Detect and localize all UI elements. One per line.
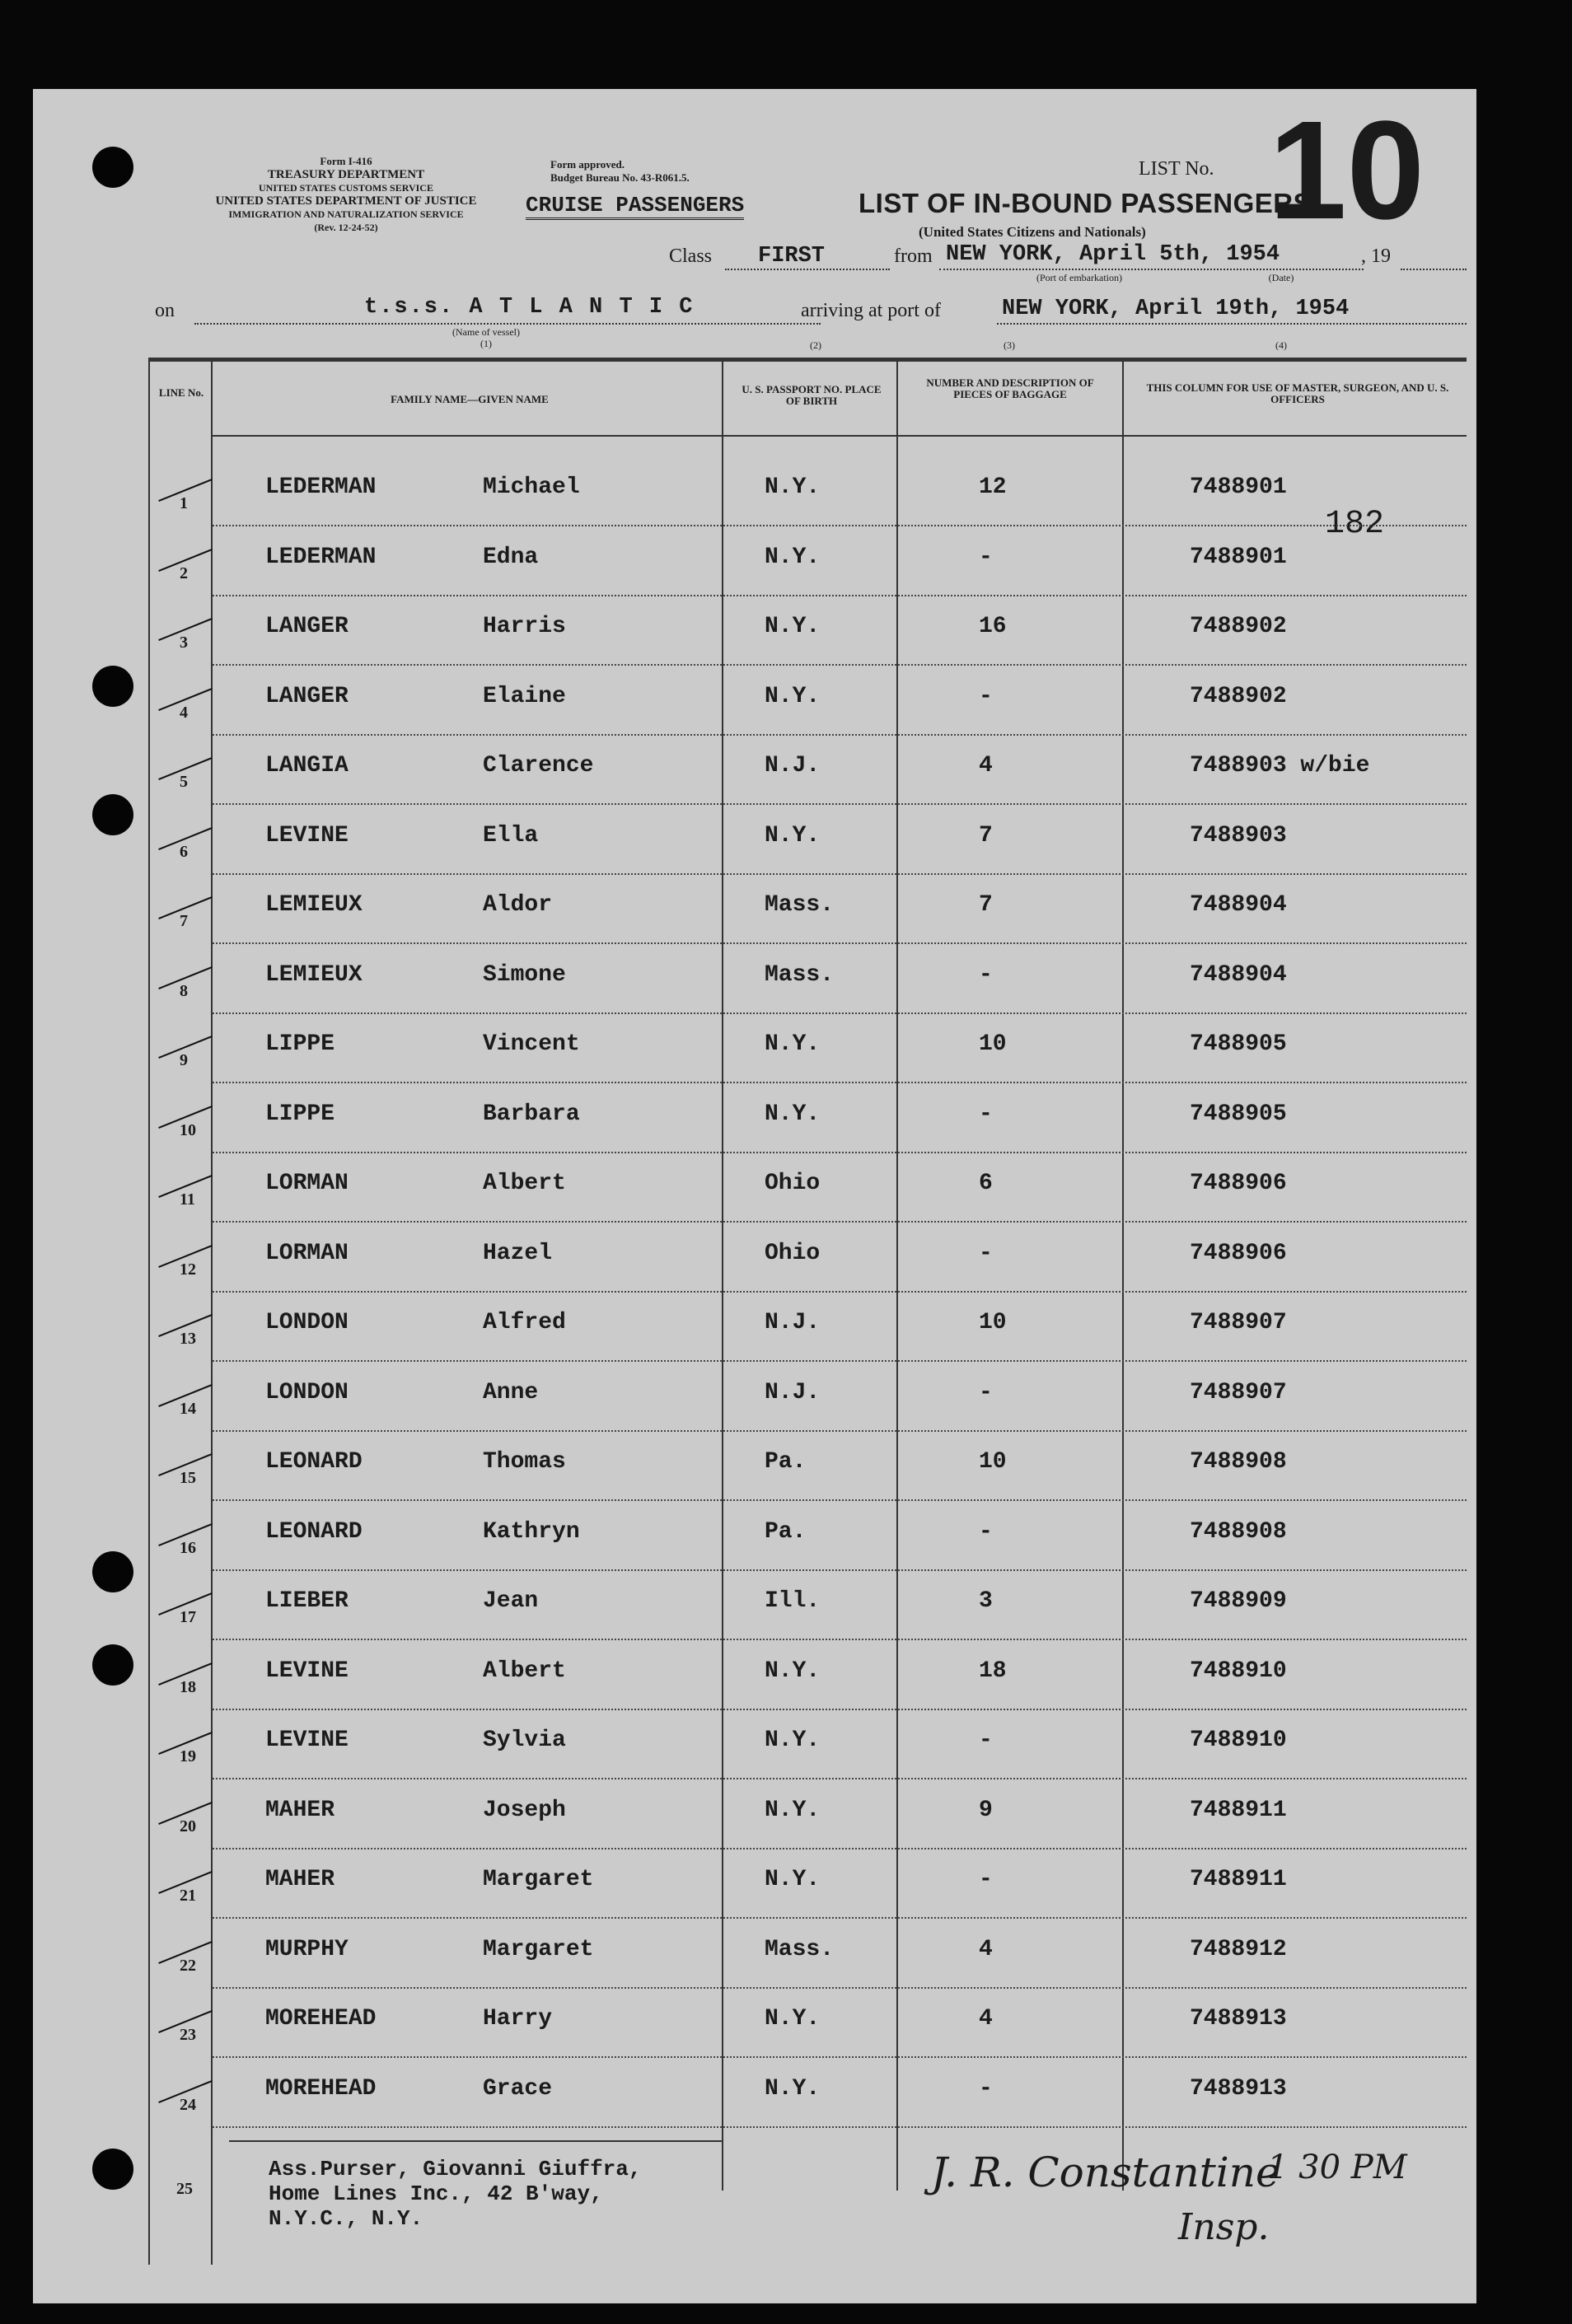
port-embarkation-caption: (Port of embarkation) — [1036, 272, 1122, 283]
from-label: from — [894, 245, 933, 267]
purser-line3: N.Y.C., N.Y. — [269, 2206, 423, 2231]
family-name: LEVINE — [265, 1658, 349, 1684]
place-of-birth: N.Y. — [765, 1101, 821, 1127]
form-number: Form I-416 — [320, 155, 372, 167]
officer-reference: 7488911 — [1190, 1797, 1287, 1823]
officer-reference: 7488907 — [1190, 1310, 1287, 1335]
family-name: LEVINE — [265, 1728, 349, 1753]
place-of-birth: Mass. — [765, 892, 835, 918]
officer-reference: 7488901 — [1190, 544, 1287, 570]
family-name: LEONARD — [265, 1449, 363, 1475]
place-of-birth: N.Y. — [765, 683, 821, 709]
col-header-line: LINE No. — [158, 386, 204, 399]
baggage-count: - — [979, 1518, 993, 1545]
given-name: Albert — [483, 1171, 566, 1196]
table-row — [33, 1988, 1467, 2058]
given-name: Thomas — [483, 1449, 566, 1475]
table-row — [33, 944, 1467, 1014]
list-number-label: LIST No. — [1139, 158, 1214, 180]
officer-reference: 7488907 — [1190, 1379, 1287, 1405]
table-row — [33, 1501, 1467, 1571]
family-name: LONDON — [265, 1310, 349, 1335]
col2-number: (2) — [810, 339, 821, 351]
arriving-label: arriving at port of — [801, 300, 941, 321]
table-row — [33, 1919, 1467, 1989]
place-of-birth: N.Y. — [765, 2006, 821, 2032]
baggage-count: - — [979, 961, 993, 988]
given-name: Simone — [483, 961, 566, 988]
officer-reference: 7488904 — [1190, 892, 1287, 918]
purser-block — [269, 2157, 641, 2231]
family-name: MAHER — [265, 1867, 335, 1892]
place-of-birth: N.J. — [765, 1379, 821, 1405]
given-name: Clarence — [483, 753, 594, 779]
line-number: 15 — [180, 1469, 196, 1487]
approval-line1: Form approved. — [550, 158, 625, 171]
family-name: LEDERMAN — [265, 544, 377, 570]
table-top-rule — [148, 358, 1467, 362]
family-name: LIEBER — [265, 1588, 349, 1614]
place-of-birth: N.Y. — [765, 2075, 821, 2102]
baggage-count: - — [979, 2075, 993, 2102]
form-id-block — [148, 155, 544, 234]
table-row — [33, 456, 1467, 526]
family-name: MAHER — [265, 1797, 335, 1823]
class-label: Class — [669, 245, 713, 267]
given-name: Kathryn — [483, 1518, 580, 1545]
line-number: 21 — [180, 1887, 196, 1905]
line-number: 20 — [180, 1817, 196, 1835]
family-name: LEONARD — [265, 1518, 363, 1545]
given-name: Margaret — [483, 1867, 594, 1892]
officer-reference: 7488913 — [1190, 2006, 1287, 2032]
table-row — [33, 874, 1467, 944]
line-number: 24 — [180, 2095, 196, 2114]
baggage-count: 7 — [979, 822, 993, 849]
baggage-count: 7 — [979, 892, 993, 918]
inspector-signature: J. R. Constantine — [931, 2149, 1280, 2196]
year-suffix: , 19 — [1361, 245, 1391, 267]
place-of-birth: N.Y. — [765, 1658, 821, 1684]
family-name: LEDERMAN — [265, 475, 377, 500]
given-name: Jean — [483, 1588, 539, 1614]
place-of-birth: Ill. — [765, 1588, 821, 1614]
inspection-time: 1 30 PM — [1267, 2149, 1407, 2186]
page-number: 182 — [1325, 506, 1385, 543]
family-name: MURPHY — [265, 1936, 349, 1962]
table-row — [33, 1083, 1467, 1153]
cruise-stamp: CRUISE PASSENGERS — [526, 193, 744, 220]
line-number: 19 — [180, 1747, 196, 1765]
table-row — [33, 2058, 1467, 2128]
officer-reference: 7488912 — [1190, 1936, 1287, 1962]
class-value: FIRST — [758, 244, 826, 269]
baggage-count: 9 — [979, 1797, 993, 1823]
baggage-count: 12 — [979, 475, 1007, 500]
table-row — [33, 1779, 1467, 1849]
table-row — [33, 1709, 1467, 1779]
baggage-count: 4 — [979, 2006, 993, 2032]
line-number: 22 — [180, 1956, 196, 1975]
officer-reference: 7488903 w/bie — [1190, 753, 1370, 779]
baggage-count: 4 — [979, 1936, 993, 1962]
officer-reference: 7488906 — [1190, 1171, 1287, 1196]
line-number: 14 — [180, 1399, 196, 1418]
baggage-count: - — [979, 1379, 993, 1405]
baggage-count: - — [979, 544, 993, 570]
place-of-birth: Pa. — [765, 1518, 807, 1545]
officer-reference: 7488905 — [1190, 1101, 1287, 1127]
form-revision: (Rev. 12-24-52) — [314, 222, 378, 233]
given-name: Sylvia — [483, 1728, 566, 1753]
given-name: Elaine — [483, 683, 566, 709]
inspector-title: Insp. — [1178, 2206, 1270, 2248]
officer-reference: 7488901 — [1190, 475, 1287, 500]
line-number: 6 — [180, 842, 188, 861]
baggage-count: 10 — [979, 1031, 1007, 1057]
line-number: 1 — [180, 494, 188, 512]
on-label: on — [155, 300, 175, 321]
given-name: Anne — [483, 1379, 539, 1405]
arriving-value: NEW YORK, April 19th, 1954 — [1002, 297, 1350, 321]
line-number: 18 — [180, 1677, 196, 1696]
line-number: 17 — [180, 1608, 196, 1626]
table-row — [33, 526, 1467, 596]
list-number: 10 — [1269, 92, 1425, 249]
table-row — [33, 735, 1467, 805]
table-row — [33, 1570, 1467, 1640]
place-of-birth: N.Y. — [765, 1867, 821, 1892]
baggage-count: 3 — [979, 1588, 993, 1614]
family-name: LONDON — [265, 1379, 349, 1405]
place-of-birth: N.Y. — [765, 544, 821, 570]
table-row — [33, 1013, 1467, 1083]
baggage-count: 10 — [979, 1310, 1007, 1335]
page-subtitle: (United States Citizens and Nationals) — [919, 224, 1146, 240]
place-of-birth: N.Y. — [765, 475, 821, 500]
place-of-birth: N.Y. — [765, 614, 821, 639]
baggage-count: 4 — [979, 753, 993, 779]
officer-reference: 7488910 — [1190, 1728, 1287, 1753]
place-of-birth: Mass. — [765, 1936, 835, 1962]
place-of-birth: N.Y. — [765, 1031, 821, 1057]
given-name: Grace — [483, 2075, 553, 2102]
ins-service: IMMIGRATION AND NATURALIZATION SERVICE — [228, 208, 464, 220]
punch-hole — [92, 147, 133, 188]
officer-reference: 7488908 — [1190, 1518, 1287, 1545]
baggage-count: 16 — [979, 614, 1007, 639]
table-row — [33, 805, 1467, 875]
table-row — [33, 1223, 1467, 1293]
officer-reference: 7488908 — [1190, 1449, 1287, 1475]
baggage-count: - — [979, 1240, 993, 1266]
place-of-birth: Mass. — [765, 961, 835, 988]
col4-number: (4) — [1275, 339, 1287, 351]
line-number: 3 — [180, 634, 188, 652]
table-row — [33, 1362, 1467, 1432]
given-name: Harry — [483, 2006, 553, 2032]
customs-service: UNITED STATES CUSTOMS SERVICE — [259, 182, 433, 194]
table-row — [33, 596, 1467, 666]
given-name: Margaret — [483, 1936, 594, 1962]
place-of-birth: N.J. — [765, 753, 821, 779]
officer-reference: 7488906 — [1190, 1240, 1287, 1266]
col-header-officers: THIS COLUMN FOR USE OF MASTER, SURGEON, AND U. S. OFFICERS — [1146, 381, 1449, 405]
place-of-birth: N.J. — [765, 1310, 821, 1335]
given-name: Ella — [483, 822, 539, 849]
from-value: NEW YORK, April 5th, 1954 — [946, 242, 1280, 267]
baggage-count: 6 — [979, 1171, 993, 1196]
family-name: LANGER — [265, 614, 349, 639]
given-name: Edna — [483, 544, 539, 570]
place-of-birth: N.Y. — [765, 822, 821, 849]
given-name: Barbara — [483, 1101, 580, 1127]
baggage-count: - — [979, 1867, 993, 1892]
given-name: Harris — [483, 614, 566, 639]
col-header-name: FAMILY NAME—GIVEN NAME — [391, 393, 549, 405]
punch-hole — [92, 2149, 133, 2190]
given-name: Vincent — [483, 1031, 580, 1057]
table-row — [33, 1640, 1467, 1710]
treasury-dept: TREASURY DEPARTMENT — [267, 168, 425, 181]
line-number: 7 — [180, 912, 188, 930]
given-name: Joseph — [483, 1797, 566, 1823]
family-name: MOREHEAD — [265, 2075, 377, 2102]
place-of-birth: Ohio — [765, 1171, 821, 1196]
baggage-count: 10 — [979, 1449, 1007, 1475]
purser-line2: Home Lines Inc., 42 B'way, — [269, 2181, 603, 2206]
family-name: LEMIEUX — [265, 961, 363, 988]
officer-reference: 7488910 — [1190, 1658, 1287, 1684]
family-name: LEVINE — [265, 822, 349, 849]
place-of-birth: N.Y. — [765, 1797, 821, 1823]
line-number: 5 — [180, 773, 188, 791]
table-row — [33, 1292, 1467, 1362]
baggage-count: - — [979, 683, 993, 709]
baggage-count: - — [979, 1728, 993, 1753]
approval-block — [550, 158, 740, 185]
given-name: Aldor — [483, 892, 553, 918]
place-of-birth: Pa. — [765, 1449, 807, 1475]
line-number: 16 — [180, 1538, 196, 1557]
family-name: LANGIA — [265, 753, 349, 779]
header-bottom-rule — [213, 435, 1467, 437]
line-number: 8 — [180, 981, 188, 1000]
line-number: 11 — [180, 1190, 195, 1209]
family-name: LEMIEUX — [265, 892, 363, 918]
place-of-birth: Ohio — [765, 1240, 821, 1266]
table-row — [33, 1849, 1467, 1919]
family-name: LANGER — [265, 683, 349, 709]
purser-line1: Ass.Purser, Giovanni Giuffra, — [269, 2157, 642, 2181]
approval-line2: Budget Bureau No. 43-R061.5. — [550, 171, 690, 184]
officer-reference: 7488913 — [1190, 2075, 1287, 2102]
col3-number: (3) — [1004, 339, 1015, 351]
family-name: MOREHEAD — [265, 2006, 377, 2032]
line-number: 10 — [180, 1120, 196, 1139]
given-name: Albert — [483, 1658, 566, 1684]
line-25-number: 25 — [176, 2180, 193, 2198]
baggage-count: - — [979, 1101, 993, 1127]
officer-reference: 7488902 — [1190, 614, 1287, 639]
vessel-name: t.s.s. A T L A N T I C — [364, 295, 695, 320]
line-number: 2 — [180, 563, 188, 582]
col1-number: (1) — [480, 338, 492, 349]
manifest-page — [33, 89, 1476, 2303]
table-row — [33, 666, 1467, 736]
signature-divider — [229, 2140, 722, 2142]
officer-reference: 7488903 — [1190, 822, 1287, 849]
line-number: 9 — [180, 1051, 188, 1069]
date-caption: (Date) — [1268, 272, 1294, 283]
given-name: Michael — [483, 475, 580, 500]
line-number: 12 — [180, 1260, 196, 1279]
officer-reference: 7488902 — [1190, 683, 1287, 709]
line-number: 23 — [180, 2026, 196, 2044]
page-title: LIST OF IN-BOUND PASSENGERS — [859, 188, 1312, 218]
officer-reference: 7488905 — [1190, 1031, 1287, 1057]
line-number: 4 — [180, 703, 188, 722]
baggage-count: 18 — [979, 1658, 1007, 1684]
given-name: Alfred — [483, 1310, 566, 1335]
place-of-birth: N.Y. — [765, 1728, 821, 1753]
table-row — [33, 1153, 1467, 1223]
officer-reference: 7488911 — [1190, 1867, 1287, 1892]
family-name: LIPPE — [265, 1031, 335, 1057]
family-name: LIPPE — [265, 1101, 335, 1127]
justice-dept: UNITED STATES DEPARTMENT OF JUSTICE — [215, 194, 477, 208]
officer-reference: 7488904 — [1190, 961, 1287, 988]
col-header-passport: U. S. PASSPORT NO. PLACE OF BIRTH — [742, 383, 882, 407]
officer-reference: 7488909 — [1190, 1588, 1287, 1614]
line-number: 13 — [180, 1330, 196, 1348]
table-row — [33, 1431, 1467, 1501]
family-name: LORMAN — [265, 1240, 349, 1266]
family-name: LORMAN — [265, 1171, 349, 1196]
col-header-baggage: NUMBER AND DESCRIPTION OF PIECES OF BAGGAGE — [926, 376, 1094, 400]
row-divider — [213, 2126, 1467, 2128]
vessel-caption: (Name of vessel) — [452, 326, 520, 338]
given-name: Hazel — [483, 1240, 553, 1266]
